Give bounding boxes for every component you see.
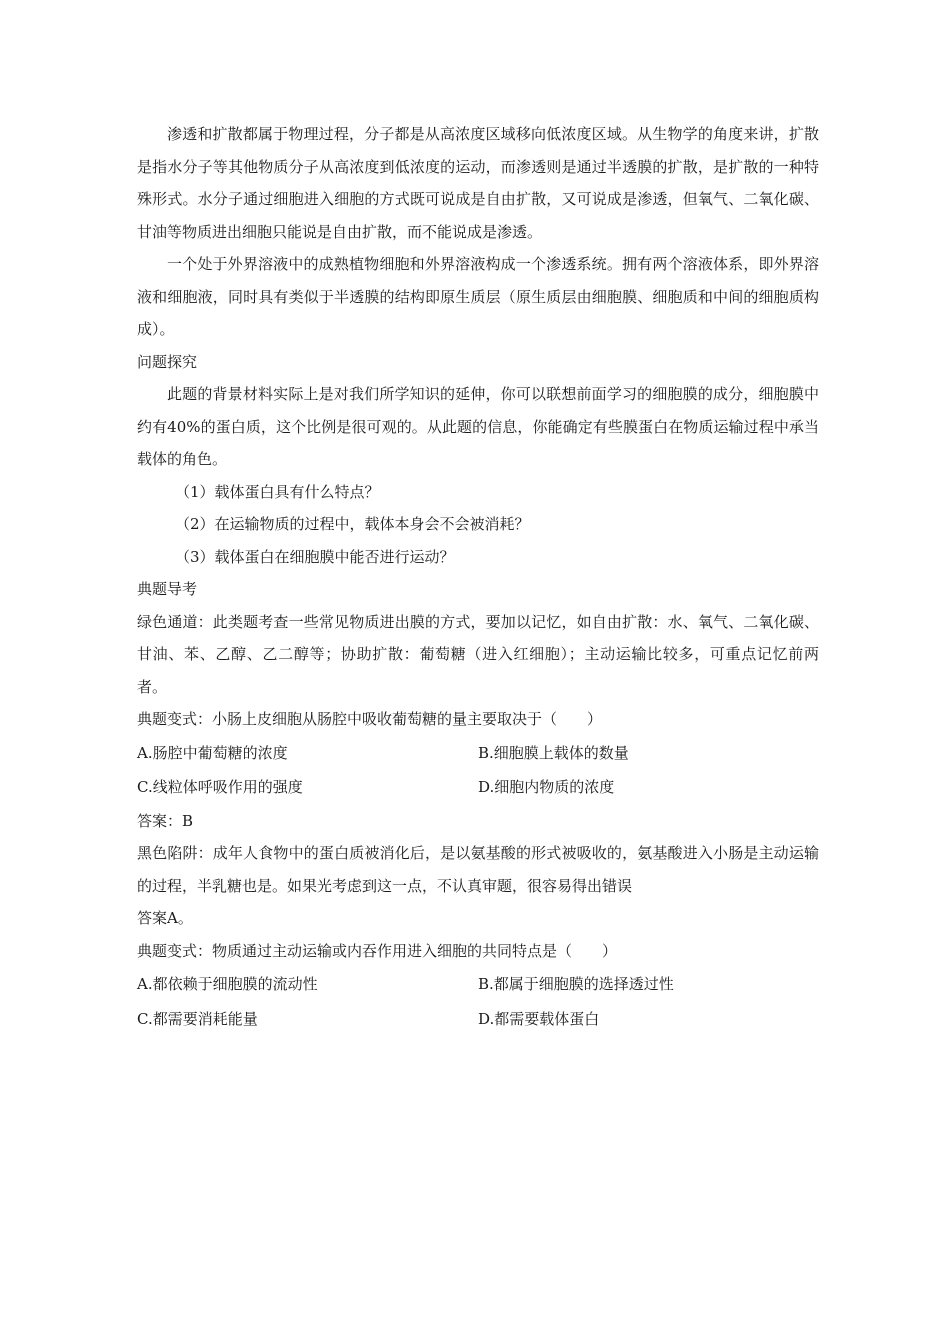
question-item-2: （2）在运输物质的过程中，载体本身会不会被消耗？ [175,515,530,533]
document-page [137,118,819,1036]
option-c-2: C.都需要消耗能量 [137,1009,258,1028]
variant-question-2: 典题变式：物质通过主动运输或内吞作用进入细胞的共同特点是（ ） [137,941,618,960]
paragraph-black-trap: 黑色陷阱：成年人食物中的蛋白质被消化后，是以氨基酸的形式被吸收的，氨基酸进入小肠是主动运输的过程，半乳糖也是。如果光考虑到这一点，不认真审题，很容易得出错误 [137,844,819,895]
option-d-2: D.都需要载体蛋白 [478,1009,600,1028]
option-d: D.细胞内物质的浓度 [478,778,615,796]
option-a-2: A.都依赖于细胞膜的流动性 [137,975,318,993]
paragraph-green-channel: 绿色通道：此类题考查一些常见物质进出膜的方式，要加以记忆，如自由扩散：水、氧气、二氧化碳、甘油、苯、乙醇、乙二醇等；协助扩散：葡萄糖（进入红细胞）；主动运输比较多，可重点记忆前两者。 [137,612,819,696]
option-b: B.细胞膜上载体的数量 [478,743,629,762]
paragraph-wenti-intro: 此题的背景材料实际上是对我们所学知识的延伸，你可以联想前面学习的细胞膜的成分，细胞膜中约有40%的蛋白质，这个比例是很可观的。从此题的信息，你能确定有些膜蛋白在物质运输过程中承当载体的角色。 [137,385,819,468]
answer-2: 答案A。 [137,909,193,927]
section-heading-wenti: 问题探究 [137,352,198,371]
answer-1: 答案：B [137,811,194,830]
option-a: A.肠腔中葡萄糖的浓度 [137,743,288,762]
question-item-1: （1）载体蛋白具有什么特点？ [175,482,380,501]
options-row-1 [137,736,819,771]
option-c: C.线粒体呼吸作用的强度 [137,778,303,796]
section-heading-dianti: 典题导考 [137,580,198,598]
option-b-2: B.都属于细胞膜的选择透过性 [478,975,674,993]
paragraph-osmotic-system: 一个处于外界溶液中的成熟植物细胞和外界溶液构成一个渗透系统。拥有两个溶液体系，即外界溶液和细胞液，同时具有类似于半透膜的结构即原生质层（原生质层由细胞膜、细胞质和中间的细胞质构成）。 [137,255,819,338]
options-row-2 [137,770,819,805]
question-item-3: （3）载体蛋白在细胞膜中能否进行运动？ [175,547,455,566]
options-row-3 [137,967,819,1002]
paragraph-osmosis-diffusion: 渗透和扩散都属于物理过程，分子都是从高浓度区域移向低浓度区域。从生物学的角度来讲，扩散是指水分子等其他物质分子从高浓度到低浓度的运动，而渗透则是通过半透膜的扩散，是扩散的一种特殊形式。水分子通过细胞进入细胞的方式既可说成是自由扩散，又可说成是渗透，但氧气、二氧化碳、甘油等物质进出细胞只能说是自由扩散，而不能说成是渗透。 [137,125,819,241]
options-row-4 [137,1002,819,1037]
variant-question-1: 典题变式：小肠上皮细胞从肠腔中吸收葡萄糖的量主要取决于（ ） [137,710,603,728]
